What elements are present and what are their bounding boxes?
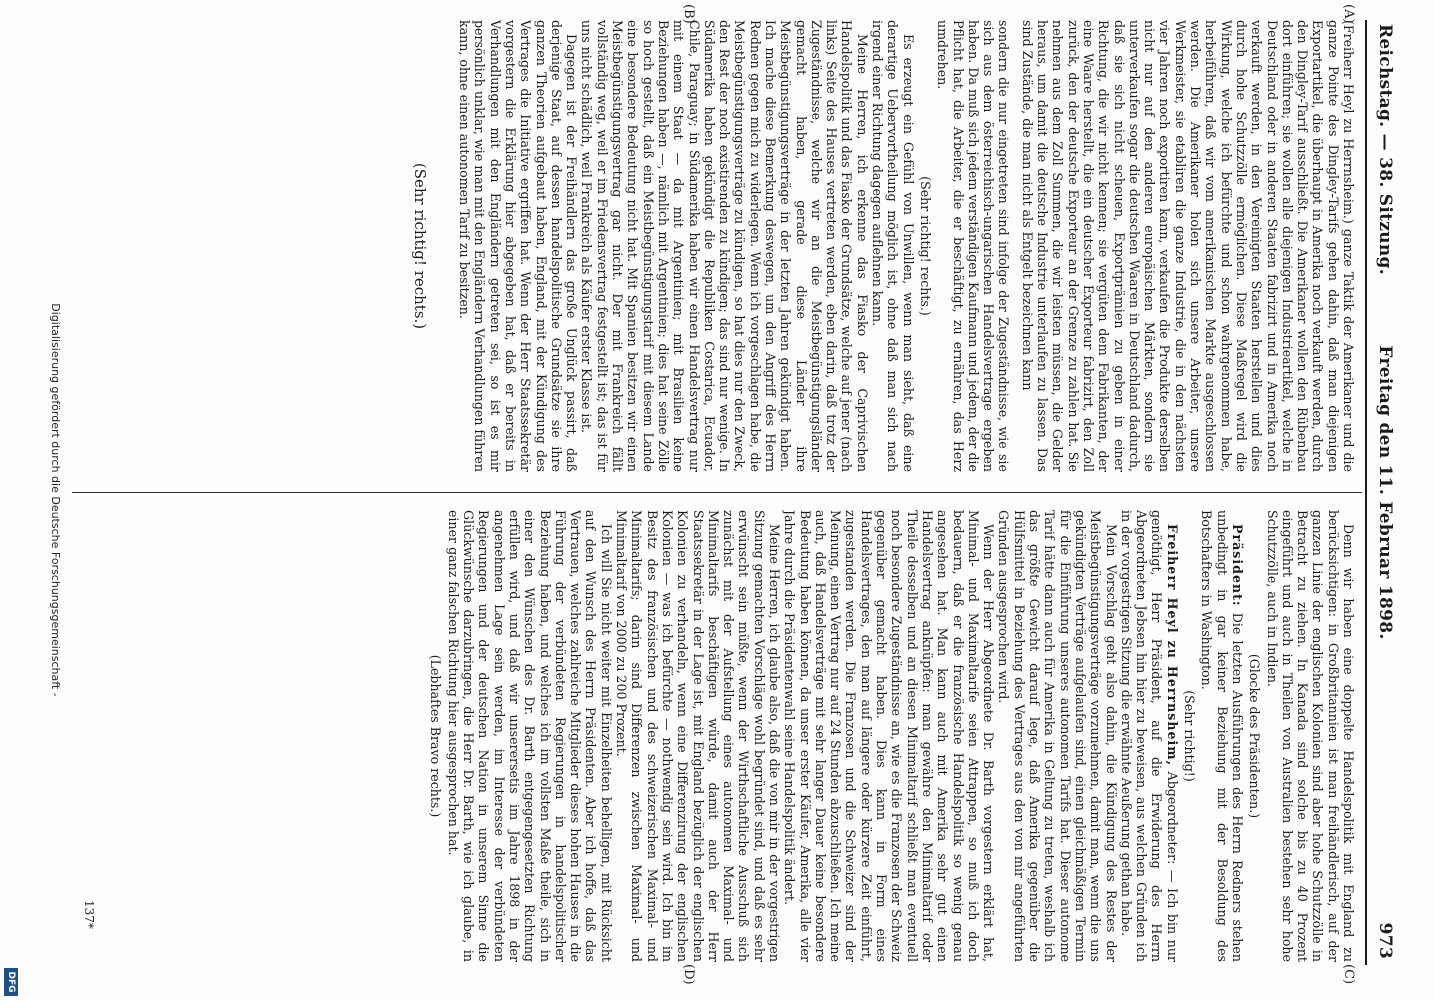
page-body (71, 4, 1396, 985)
margin-marker-d: (D) (681, 964, 696, 985)
paragraph: Ich will Sie nicht weiter mit Einzelheiten behelligen, mit Rücksicht auf den Wunsch des Herrn Präsidenten. Aber ich hoffe, daß das Vertrauen, welches zahlreiche Mitglieder dieses hohen Hauses in die Führung der verbündeten Regierungen in handelspolitischer Beziehung haben, und welches ich im vollsten Maße theile, sich in einer den Wünschen des Dr. Barth entgegengesetzten Richtung erfüllen wird, und daß wir unserersetis im Jahre 1898 in der angenehmen Lage sein werden, im Interesse der verbündeten Regierungen und der deutschen Nation in unserem Sinne die Glückwünsche darzubringen, die Herr Dr. Barth, wie ich glaube, in einer ganz falschen Richtung hier ausgesprochen hat. (445, 510, 614, 962)
paragraph: Meine Herren, ich erkenne das Fiasko der Caprivischen Handelspolitik und das Fiasko der Grundsätze, welche auf jener (nach links) Seite des Hauses vertreten werden, eben darin, daß trotz der Zugeständnisse, welche wir an die Meistbegünstigungsländer gemacht haben, gerade diese Länder ihre Meistbegünstigungsverträge in der letzten Jahren gekündigt haben. Ich mache diese Bemerkung deswegen, um den Angriff des Herrn Rednen gegen mich zu widerlegen. Wenn ich vorgeschlagen habe, die Meistbegünstigungsverträge zu kündigen, so hat dies nur den Zweck, den Rest der noch existirenden zu kündigen; das sind nur wenige. In Südamerika haben gekündigt die Republiken Costarica, Ecuador, Chile, Paraguay; in Südamerika haben wir einen Handelsvertrag nur mit einem Staat — da mit Argentinien; mit Brasilien keine Beziehungen haben —, nämlich mit Argentinien; dies hat seine Zölle so hoch gestellt, daß ein Meistbegünstigungstarif mit diesem Lande eine besondere Bedeutung nicht hat. Mit Spanien besitzen wir einen Meistbegünstigungsvertrag gar nicht. Der mit Frankreich fällt vollständig weg, weil er im Friedensvertrag festgestellt ist; das ist für uns nicht schädlich, weil Frankreich als Käufer erster Klasse ist. (579, 20, 870, 472)
running-head (1370, 20, 1396, 965)
reaction: (Glocke des Präsidenten.) (1247, 653, 1263, 819)
column-left-text (71, 20, 1356, 472)
margin-marker-c: (C) (1341, 964, 1356, 985)
reaction: (Lebhaftes Bravo rechts.) (428, 654, 444, 818)
paragraph: (Freiherr Heyl zu Herrnsheim.) ganze Taktik der Amerikaner und die ganze Pointe des Dingley-Tarifs gehen dahin, daß man diejenigen Exportartikel, die überhaupt in Amerika noch verkauft werden, durch den Dingley-Tarif ausschließt. Die Amerikaner wollen den Rübenbau dort einführen; sie wollen alle diejenigen Industrieartikel, welche in Deutschland oder in anderen Staaten fabrizirt und in Amerika noch verkauft werden, in den Vereinigten Staaten herstellen und dies durch hohe Schutzzölle ermöglichen. Diese Maßregel wird die Wirkung, welche ich befürchte und schon wahrgenommen habe, herbeiführen, daß wir vom amerikanischen Markte ausgeschlossen werden. Die Amerikaner holen sich unsere Arbeiter, unsere Werkmeister, sie etabliren die ganze Industrie, die in den nächsten vier Jahren noch exportiren kann, verkaufen die Produkte derselben nicht nur auf den anderen europäischen Märkten, sondern sie unterverkaufen sogar die deutschen Waaren in Deutschland dadurch, daß sie sich nicht scheuen, Exportprämien zu geben in einer Richtung, die wir nicht kennen; sie vergüten dem Fabrikanten, der eine Waare herstellt, die ein deutscher Exporteur fabrizirt, den Zoll zurück, den der deutsche Exporteur an der Grenze zu zahlen hat. Sie nehmen aus dem Zoll Summen, die wir leisten müssen, die Gelder heraus, um damit die deutsche Industrie unterlaufen zu lassen. Das sind Zustände, die man nicht als Entgelt bezeichnen kann (1019, 20, 1356, 472)
paragraph: Meine Herren, ich glaube also, daß die von mir in der vorgestrigen Sitzung gemachten Vorschläge wohl begründet sind, und daß es sehr erwünscht sein müßte, wenn der Wirthschaftliche Ausschuß sich zunächst mit der Aufstellung eines autonomen Maximal- und Minimaltarifs beschäftigen würde, damit auch der Herr Staatssekretär in der Lage ist, mit England bezüglich der englischen Kolonien zu verhandeln, wenn eine Differenzirung der englischen Kolonien — was ich befürchte — nothwendig sein wird. Ich bin im Besitz des französischen und des schweizerischen Maximal- und Minimaltarifs; darin sind Differenzen zwischen Maximal- und Minimaltarif von 2000 zu 200 Prozent. (614, 510, 783, 962)
reaction: (Sehr richtig! rechts.) (917, 176, 933, 316)
paragraph: Dagegen ist der Freihändlern das große Unglück passirt, daß derjenige Staat, auf dessen handelspolitische Grundsätze sie ihre ganzen Theorien aufgebaut haben, England, mit der Kündigung des Vertrages die Initiative ergriffen hat. Wenn der Herr Staatssekretär vorgestern die Erklärung hier abgegeben hat, daß er bereits in Verhandlungen mit den Engländern getreten sei, so ist es mir persönlich unklar, wie man mit den Engländern Verhandlungen führen kann, ohne einen autonomen Tarif zu besitzen. (457, 20, 580, 472)
speech-text: Abgeordneter: — Ich bin nur genöthigt, Herr Präsident, auf die Erwiderung des Herrn Abgeordneten Jebsen hin hier zu beweisen, aus welchen Gründen ich in der vorgestrigen Sitzung die erwähnte Aeußerung gethan habe. (1118, 510, 1180, 962)
digitization-credit: Digitalisierung gefördert durch die Deutsche Forschungsgemeinschaft - (49, 303, 62, 697)
speech-text: Die letzten Ausführungen des Herrn Redners stehen unbedingt in gar keiner Beziehung mit der Besoldung des Botschafters in Washington. (1199, 510, 1245, 962)
paragraph: Es erzeugt ein Gefühl von Unwillen, wenn man sieht, daß eine derartige Uebervortheilung möglich ist, ohne daß man sich nach irgend einer Richtung dagegen auflehnen kann. (870, 20, 916, 472)
speaker-name: Freiherr Heyl zu Herrnsheim, (1164, 524, 1180, 767)
paragraph (1199, 510, 1245, 962)
column-right-text (71, 510, 1356, 962)
reaction: (Sehr richtig! rechts.) (410, 162, 429, 330)
running-head-left: Reichstag. — 38. Sitzung. (1375, 24, 1395, 275)
margin-marker-a: (A) (1341, 4, 1356, 24)
paragraph: Denn wir haben eine doppelte Handelspolitik mit England zu berücksichtigen: in Großbritannien ist man freihändlerisch, auf der ganzen Linie der englischen Kolonien sind aber hohe Schutzzölle in Betracht zu ziehen. In Kanada sind solche bis zu 40 Prozent eingeführt und auch in Theilen von Australien bestehen sehr hohe Schutzzölle, auch in Indien. (1264, 510, 1356, 962)
signature-mark: 137* (82, 900, 96, 929)
column-divider (72, 492, 1362, 493)
reaction: (Sehr richtig!) (1182, 690, 1198, 782)
paragraph (1119, 510, 1180, 962)
running-head-date: Freitag den 11. Februar 1898. (1375, 345, 1395, 640)
header-rule (1365, 20, 1367, 965)
speaker-name: Präsident: (1229, 524, 1245, 607)
paragraph: sondern die nur eingetreten sind infolge der Zugeständnisse, wie sie sich aus dem österreichisch-ungarischen Handelsvertrage ergeben haben. Da muß sich jedem verständigen Kaufmann und jedem, der die Pflicht hat, die Arbeiter, die er beschäftigt, zu ernähren, das Herz umdrehen. (935, 20, 1012, 472)
page-number: 973 (1375, 922, 1395, 959)
paragraph: Mein Vorschlag geht also dahin, die Kündigung des Restes der Meistbegünstigungsverträge vorzunehmen, damit man, wenn die uns gekündigten Verträge aufgelaufen sind, einen gleichmäßigen Termin für die Einführung unseres autonomen Tarifs hat. Dieser autonome Tarif hätte dann auch für Amerika in Geltung zu treten, weshalb ich das größte Gewicht darauf lege, daß Amerika gegenüber die Hülfsmittel in Beziehung des Vertrages aus den von mir angeführten Gründen ausgesprochen wird. (996, 510, 1119, 962)
margin-marker-b: (B) (681, 4, 696, 24)
paragraph: Wenn der Herr Abgeordnete Dr. Barth vorgestern erklärt hat, Minimal- und Maximaltarife seien Attrappen, so muß ich doch bedauern, daß er die französische Handelspolitik so wenig genau angesehen hat. Man kann auch mit Amerika sehr gut einen Handelsvertrag anknüpfen: man gewähre den Minimaltarif oder Theile desselben und an diesen Minimaltarif schließt man eventuell noch besondere Zugeständnisse an, wie es die Franzosen der Schweiz gegenüber gemacht haben. Dies kann in Form eines Handelsvertrages, den man auf längere oder kürzere Zeit einführt, zugestanden werden. Die Franzosen und die Schweizer sind der Meinung, einen Vertrag nur auf 24 Stunden abzuschließen. Ich meine auch, daß Handelsverträge mit sehr langer Dauer keine besondere Bedeutung haben können, da unser erster Käufer, Amerika, alle vier Jahre durch die Präsidentenwahl seine Handelspolitik ändert. (782, 510, 997, 962)
dfg-logo: DFG (4, 968, 18, 996)
